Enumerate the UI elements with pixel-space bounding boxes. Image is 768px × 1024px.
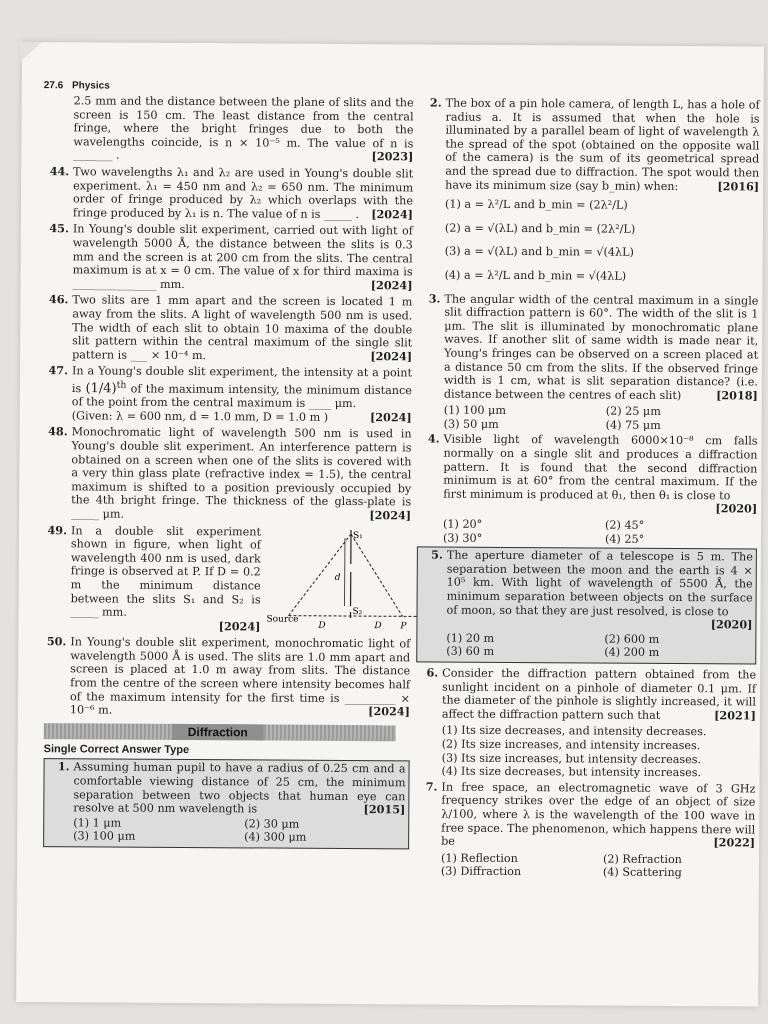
year-tag: [2015] <box>363 802 406 817</box>
question-4 <box>417 433 757 517</box>
question-5 <box>420 549 752 633</box>
year-tag: [2022] <box>713 835 756 850</box>
label-source: Source <box>266 614 299 625</box>
question-text: Visible light of wavelength 6000×10⁻⁸ cm falls normally on a single slit and produces a diffraction pattern. It is found that the second diffraction minimum is at 60° from the central maximum. If the first minimum is produced at θ₁, then θ₁ is close to <box>443 433 758 503</box>
option-1[interactable]: (1) 100 μm <box>443 403 506 418</box>
option-3[interactable]: (3) 100 μm <box>73 829 136 844</box>
option-1[interactable]: (1) 20 m <box>446 631 495 645</box>
option-1[interactable]: (1) 20° <box>443 517 483 531</box>
options <box>445 198 760 284</box>
question-text: The aperture diameter of a telescope is 5 m. The separation between the moon and the earth is 4 × 10⁵ km. With light of wavelength of 5500 Å, the minimum separation between objects on the surface of moon, so that they are just resolved, is close to <box>446 548 753 618</box>
question-number: 50. <box>46 634 67 649</box>
year-tag: [2020] <box>710 617 753 632</box>
option-4[interactable]: (4) 300 μm <box>244 830 307 845</box>
ray-s1-p <box>351 534 403 616</box>
year-tag: [2024] <box>371 206 413 222</box>
year-tag: [2024] <box>368 704 410 719</box>
option-1[interactable]: (1) Reflection <box>440 851 518 865</box>
question-number: 46. <box>48 292 69 307</box>
question-text: The angular width of the central maximum in a single slit diffraction pattern is 60°. The width of the slit is 1 μm. The slit is illuminated by monochromatic plane waves. If another slit of same width is made near it, Young's fringes can be observed on a screen placed at a distance 50 cm from the slits. If the observed fringe width is 1 cm, what is slit separation distance? (i.e. distance between the centres of each slit) <box>443 292 759 402</box>
year-tag: [2024] <box>370 348 413 364</box>
question-text: 2.5 mm and the distance between the plane of slits and the screen is 150 cm. The least distance from the central fringe, where the bright fringes due to both the wavelengths coincide, is n × 10⁻⁵ m. The value of n is _______ . <box>73 94 414 162</box>
label-P: P <box>400 620 407 631</box>
year-tag: [2024] <box>369 508 412 523</box>
option-4[interactable]: (4) Its size decreases, but intensity increases. <box>441 764 702 780</box>
year-tag: [2024] <box>370 277 413 293</box>
options <box>442 724 756 780</box>
question-48 <box>45 426 412 523</box>
option-4[interactable]: (4) 75 μm <box>605 418 661 432</box>
left-column <box>43 94 414 853</box>
question-1-box <box>43 759 410 850</box>
question-number: 1. <box>57 759 70 774</box>
question-text: In free space, an electromagnetic wave of 3 GHz frequency strikes over the edge of an object of size λ/100, where λ is the wavelength of the 100 wave in free space. The phenomenon, which happens there will be <box>441 780 756 848</box>
option-4[interactable]: (4) a = λ²/L and b_min = √(4λL) <box>444 268 627 283</box>
question-number: 4. <box>427 431 440 447</box>
label-d: d <box>334 572 341 583</box>
question-44 <box>47 165 413 222</box>
right-column <box>415 96 760 882</box>
year-tag: [2024] <box>218 618 261 634</box>
label-s1: S₁ <box>352 530 363 541</box>
subject-title: Physics <box>71 80 110 92</box>
option-2[interactable]: (2) Its size increases, and intensity increases. <box>441 737 701 753</box>
label-D1: D <box>318 620 326 631</box>
question-3 <box>418 292 759 403</box>
option-3[interactable]: (3) a = √(λL) and b_min = √(4λL) <box>444 244 634 260</box>
question-number: 6. <box>426 665 439 680</box>
question-46 <box>46 293 412 363</box>
page-header <box>44 80 116 91</box>
question-number: 7. <box>425 779 438 794</box>
section-title: Diffraction <box>172 724 264 741</box>
question-text: In Young's double slit experiment, carried out with light of wavelength 5000 Å, the distance between the slits is 0.3 mm and the screen is at 200 cm from the slits. The central maximum is at x = 0 cm. The value of x for third maxima is _______________ mm. <box>72 222 413 291</box>
label-D2: D <box>374 620 382 631</box>
question-number: 48. <box>48 424 68 439</box>
question-text: In Young's double slit experiment, monochromatic light of wavelength 5000 Å is used. The slits are 1.0 mm apart and screen is placed at 1.0 m away from slits. The distance from the centre of the screen where intensity becomes half of the maximum intensity for the first time is _________ × 10⁻⁶ m. <box>69 635 411 717</box>
question-text: Consider the diffraction pattern obtained from the sunlight incident on a pinhole of diameter 0.1 μm. If the diameter of the pinhole is slightly increased, it will affect the diffraction pattern such that <box>441 666 757 722</box>
option-3[interactable]: (3) 30° <box>442 531 483 545</box>
question-50 <box>44 635 410 719</box>
subsection-heading: Single Correct Answer Type <box>43 743 190 756</box>
option-2[interactable]: (2) 600 m <box>604 632 660 646</box>
question-text: Two slits are 1 mm apart and the screen is located 1 m away from the slits. A light of wavelength 500 nm is used. The width of each slit to obtain 10 maxima of the double slit pattern within the central maximum of the single slit pattern is ___ × 10⁻⁴ m. <box>72 293 413 362</box>
question-text: The box of a pin hole camera, of length L, has a hole of radius a. It is assumed that when the hole is illuminated by a parallel beam of light of wavelength λ the spread of the spot (obtained on the opposite wall of the camera) is the sum of its geometrical spread and the spread due to diffraction. The spot would then have its minimum size (say b_min) when: <box>445 96 760 193</box>
year-tag: [2018] <box>716 387 758 403</box>
question-number: 3. <box>428 291 441 306</box>
question-49 <box>44 524 411 635</box>
year-tag: [2016] <box>717 178 760 194</box>
question-number: 44. <box>49 164 70 179</box>
question-number: 45. <box>49 221 69 236</box>
question-text: In a Young's double slit experiment, the intensity at a point is <box>71 364 413 395</box>
option-3[interactable]: (3) Diffraction <box>440 864 522 879</box>
year-tag: [2021] <box>714 707 756 723</box>
options <box>441 851 755 880</box>
fraction-superscript: th <box>116 379 127 391</box>
question-text: In a double slit experiment shown in figure, when light of wavelength 400 nm is used, dark fringe is observed at P. If D = 0.2 m the minimum distance between the slits S₁ and S₂ is _____ mm. <box>70 523 262 619</box>
given-values: (Given: λ = 600 nm, d = 1.0 mm, D = 1.0 m ) <box>71 409 329 424</box>
option-1[interactable]: (1) a = λ²/L and b_min = (2λ²/L) <box>444 197 628 212</box>
question-text: Assuming human pupil to have a radius of 0.25 cm and a comfortable viewing distance of 25 cm, the minimum separation between two objects that human eye can resolve at 500 nm wavelength is <box>73 760 406 816</box>
double-slit-figure <box>266 525 427 634</box>
option-2[interactable]: (2) 45° <box>605 518 645 532</box>
question-text: of the maximum intensity, the minimum distance of the point from the central maximum is ____ μm. <box>71 382 412 411</box>
question-text: Two wavelengths λ₁ and λ₂ are used in Young's double slit experiment. λ₁ = 450 nm and λ₂ = 650 nm. The minimum order of fringe produced by λ₂ which overlaps with the fringe produced by λ₁ is n. The value of n is _____ . <box>72 165 414 221</box>
fraction: (1/4) <box>85 381 117 397</box>
question-2 <box>419 96 760 193</box>
option-2[interactable]: (2) Refraction <box>602 852 682 866</box>
question-number: 5. <box>431 547 443 562</box>
question-number: 49. <box>47 522 68 537</box>
question-number: 2. <box>429 95 442 110</box>
question-43-continued <box>47 94 413 164</box>
option-4[interactable]: (4) 25° <box>604 532 645 546</box>
question-number: 47. <box>48 363 69 378</box>
year-tag: [2024] <box>369 409 412 425</box>
options <box>73 816 405 845</box>
year-tag: [2020] <box>715 501 758 516</box>
option-3[interactable]: (3) 60 m <box>446 644 495 659</box>
ray-source-s1 <box>289 533 351 615</box>
page-corner <box>20 42 42 62</box>
option-3[interactable]: (3) 50 μm <box>443 417 499 431</box>
option-4[interactable]: (4) Scattering <box>602 865 682 880</box>
section-banner <box>44 723 410 741</box>
option-2[interactable]: (2) 25 μm <box>605 404 661 419</box>
option-4[interactable]: (4) 200 m <box>604 645 660 660</box>
options <box>443 518 757 547</box>
question-5-box <box>416 547 757 665</box>
question-text: Monochromatic light of wavelength 500 nm is used in Young's double slit experiment. An interference pattern is obtained on a screen when one of the slits is covered with a very thin glass plate (refractive index = 1.5), the central maximum is shifted to a position previously occupied by the 4th bright fringe. The thickness of the glass-plate is _____ μm. <box>71 425 412 521</box>
question-6 <box>416 666 756 722</box>
options <box>446 631 752 660</box>
textbook-page <box>16 42 764 1007</box>
option-2[interactable]: (2) 30 μm <box>244 817 300 831</box>
section-number: 27.6 <box>43 80 64 92</box>
question-1 <box>47 761 405 818</box>
question-45 <box>46 222 412 292</box>
label-s2: S₂ <box>352 606 363 617</box>
year-tag: [2023] <box>371 149 414 164</box>
question-47 <box>46 364 412 424</box>
option-1[interactable]: (1) Its size decreases, and intensity decreases. <box>441 723 707 739</box>
option-2[interactable]: (2) a = √(λL) and b_min = (2λ²/L) <box>444 221 636 236</box>
option-3[interactable]: (3) Its size increases, but intensity decreases. <box>441 751 702 766</box>
options <box>444 404 758 433</box>
option-1[interactable]: (1) 1 μm <box>73 816 122 830</box>
question-7 <box>415 780 755 850</box>
